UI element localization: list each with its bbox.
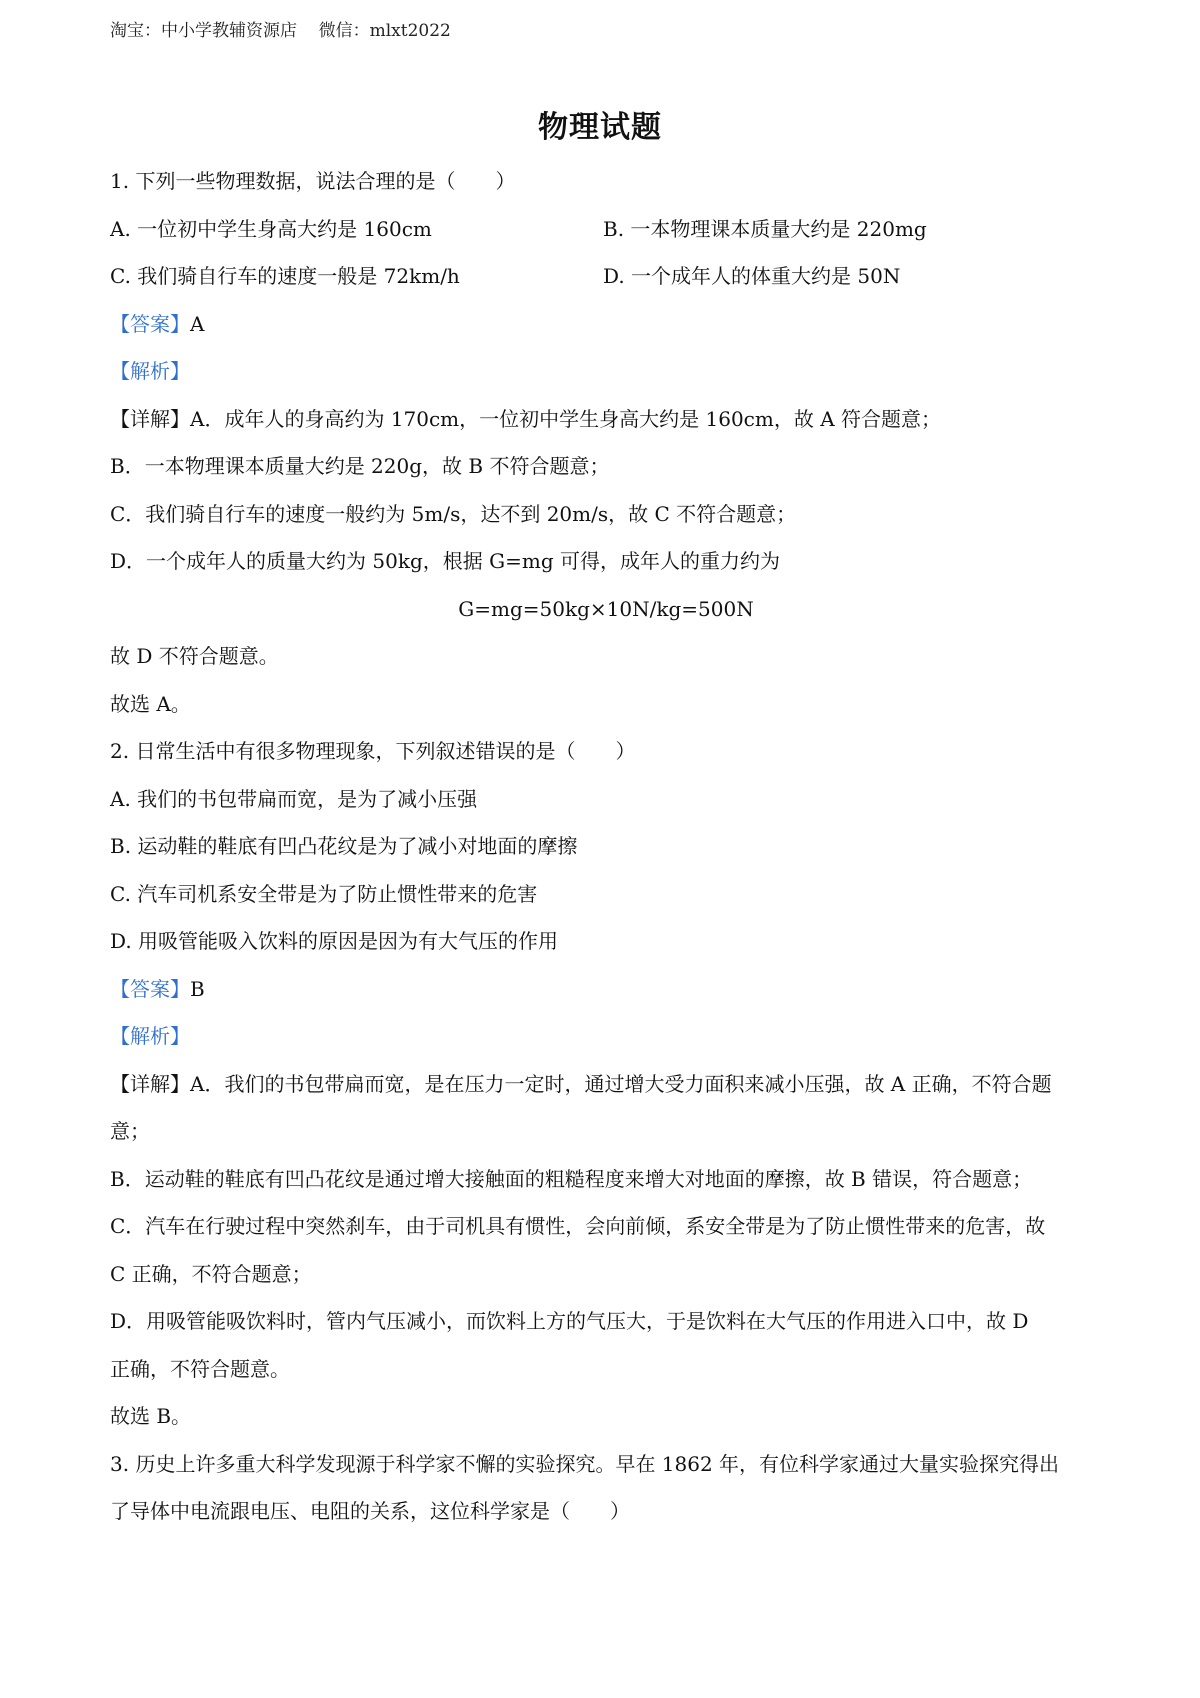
question-1-option-a: A. 一位初中学生身高大约是 160cm xyxy=(110,216,432,241)
question-3-stem-line-1: 3. 历史上许多重大科学发现源于科学家不懈的实验探究。早在 1862 年，有位科学家通过大量实验探究得出 xyxy=(110,1451,1060,1476)
question-2-analysis xyxy=(110,1013,1102,1061)
detail-tag: 【详解】 xyxy=(110,406,190,431)
question-2-stem: 2. 日常生活中有很多物理现象，下列叙述错误的是（ ） xyxy=(110,739,636,763)
question-2-detail-d: D．用吸管能吸饮料时，管内气压减小，而饮料上方的气压大，于是饮料在大气压的作用进入口中，故 D xyxy=(110,1309,1029,1333)
question-1-options-row-1 xyxy=(110,206,1102,254)
question-1-option-d: D. 一个成年人的体重大约是 50N xyxy=(603,264,901,288)
page-header: 淘宝：中小学教辅资源店 微信：mlxt2022 xyxy=(110,21,451,41)
question-2-detail-c-cont: C 正确，不符合题意； xyxy=(110,1261,312,1286)
question-2-option-d: D. 用吸管能吸入饮料的原因是因为有大气压的作用 xyxy=(110,929,559,953)
question-2-option-a: A. 我们的书包带扁而宽，是为了减小压强 xyxy=(110,786,478,811)
question-1-conclusion: 故选 A。 xyxy=(110,691,191,716)
question-1-detail-c: C．我们骑自行车的速度一般约为 5m/s，达不到 20m/s，故 C 不符合题意； xyxy=(110,501,797,526)
detail-text: A．我们的书包带扁而宽，是在压力一定时，通过增大受力面积来减小压强，故 A 正确，不符合题 xyxy=(190,1071,1052,1096)
question-3-stem-line-2: 了导体中电流跟电压、电阻的关系，这位科学家是（ ） xyxy=(110,1499,630,1523)
question-2-option-b: B. 运动鞋的鞋底有凹凸花纹是为了减小对地面的摩擦 xyxy=(110,834,578,858)
analysis-tag: 【解析】 xyxy=(110,1024,190,1048)
question-1-detail-d: D．一个成年人的质量大约为 50kg，根据 G=mg 可得，成年人的重力约为 xyxy=(110,549,780,573)
question-2-detail-d-cont: 正确，不符合题意。 xyxy=(110,1356,290,1381)
answer-value: A xyxy=(190,311,205,336)
question-2-detail-c: C．汽车在行驶过程中突然刹车，由于司机具有惯性，会向前倾，系安全带是为了防止惯性带来的危害，故 xyxy=(110,1214,1046,1238)
question-1-analysis xyxy=(110,348,1102,396)
page-title: 物理试题 xyxy=(538,110,662,145)
question-1-option-b: B. 一本物理课本质量大约是 220mg xyxy=(603,216,927,241)
question-2-detail-a-cont: 意； xyxy=(110,1119,150,1143)
detail-tag: 【详解】 xyxy=(110,1071,190,1096)
question-1-answer xyxy=(110,301,1102,349)
question-2-option-c: C. 汽车司机系安全带是为了防止惯性带来的危害 xyxy=(110,881,538,906)
question-1-formula: G=mg=50kg×10N/kg=500N xyxy=(458,596,754,621)
question-1-detail-b: B．一本物理课本质量大约是 220g，故 B 不符合题意； xyxy=(110,454,610,478)
question-2-detail-b: B．运动鞋的鞋底有凹凸花纹是通过增大接触面的粗糙程度来增大对地面的摩擦，故 B 错误，符合题意； xyxy=(110,1166,1033,1191)
question-1-detail-a xyxy=(110,396,1102,444)
question-1-option-c: C. 我们骑自行车的速度一般是 72km/h xyxy=(110,264,460,288)
question-2-answer xyxy=(110,966,1102,1014)
question-1-stem: 1. 下列一些物理数据，说法合理的是（ ） xyxy=(110,169,516,193)
answer-tag: 【答案】 xyxy=(110,976,190,1001)
question-2-detail-a xyxy=(110,1061,1102,1109)
question-1-after-1: 故 D 不符合题意。 xyxy=(110,644,279,668)
question-1-options-row-2 xyxy=(110,253,1102,301)
question-2-conclusion: 故选 B。 xyxy=(110,1404,192,1428)
analysis-tag: 【解析】 xyxy=(110,359,190,383)
document-body xyxy=(110,158,1102,1536)
answer-value: B xyxy=(190,976,205,1001)
detail-text: A．成年人的身高约为 170cm，一位初中学生身高大约是 160cm，故 A 符合题意； xyxy=(190,406,941,431)
answer-tag: 【答案】 xyxy=(110,311,190,336)
